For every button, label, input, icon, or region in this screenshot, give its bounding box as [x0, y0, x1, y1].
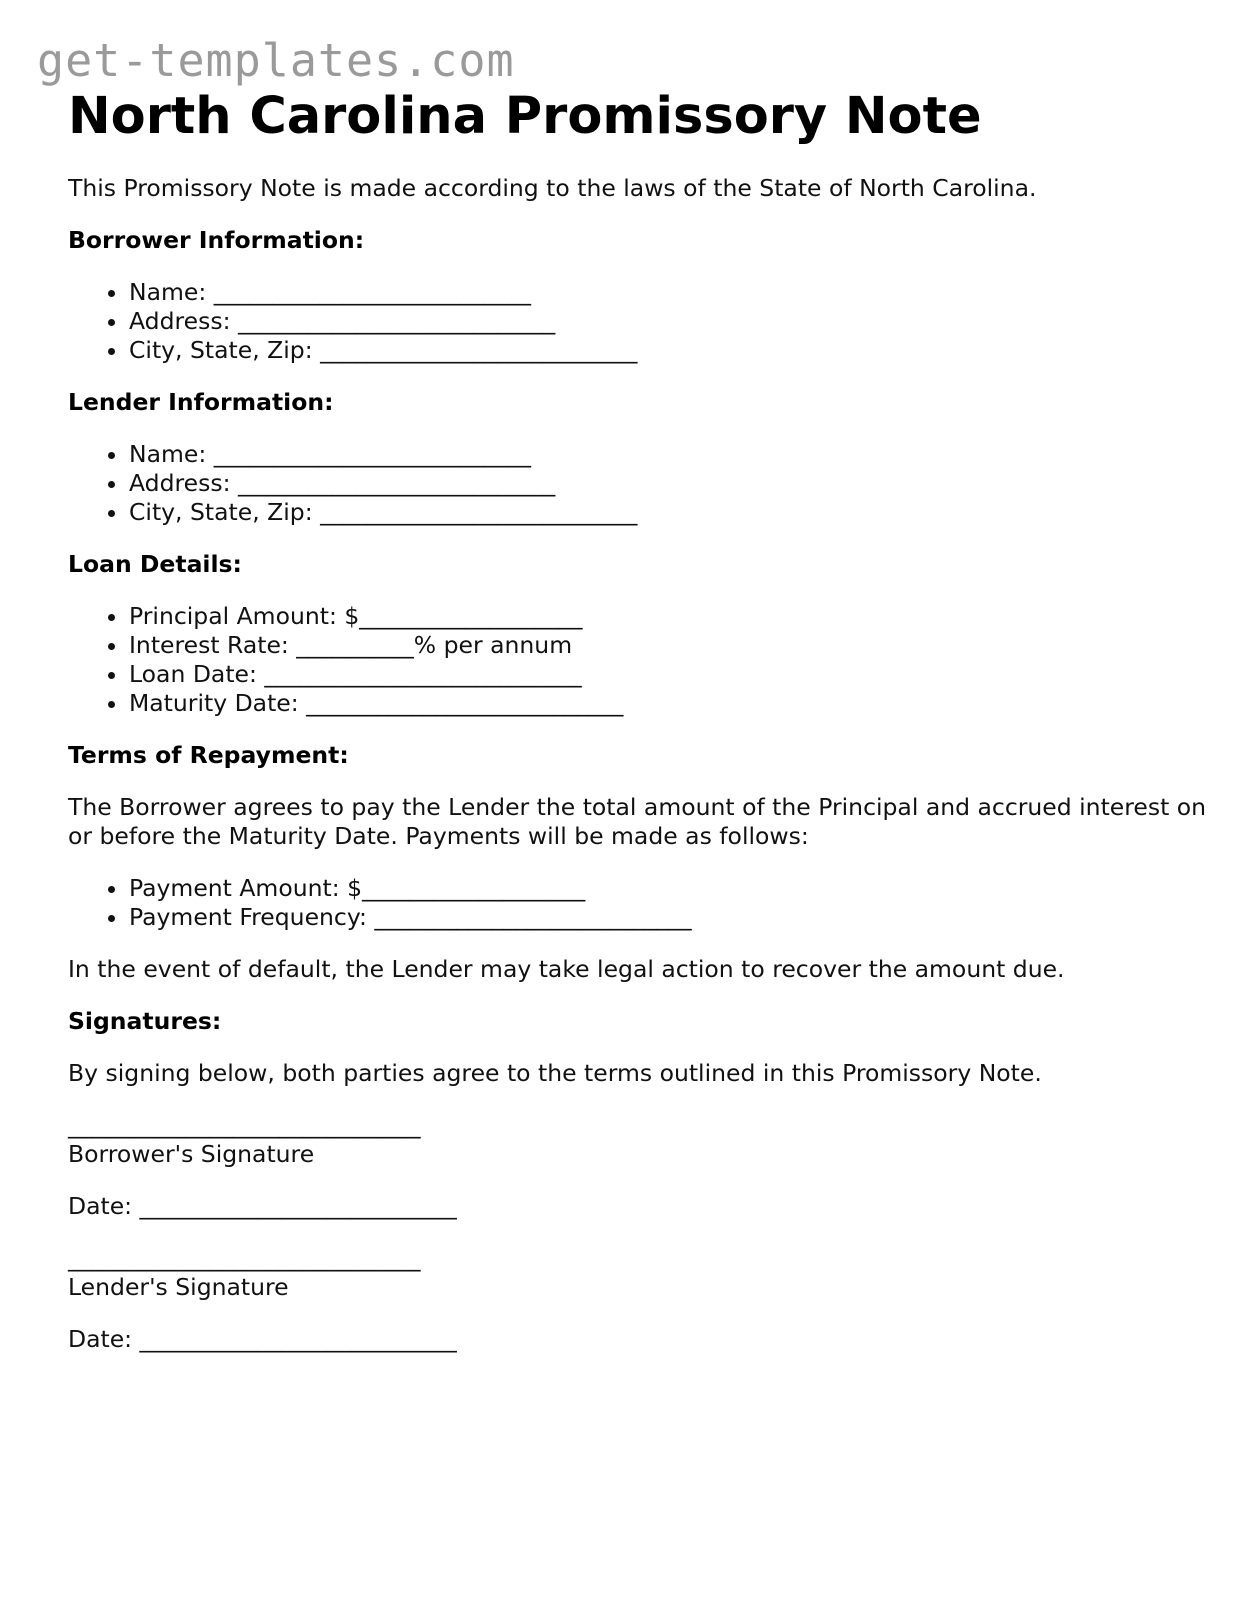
principal-amount-field[interactable]: • Principal Amount: $___________________ [129, 602, 1208, 631]
payment-frequency-field[interactable]: • Payment Frequency: ___________________________ [129, 903, 1208, 932]
lender-heading: Lender Information: [68, 388, 334, 417]
borrower-name-field[interactable]: • Name: ___________________________ [129, 278, 1208, 307]
repayment-heading: Terms of Repayment: [68, 741, 349, 770]
borrower-fields [68, 278, 1208, 365]
lender-city-state-zip-field[interactable]: • City, State, Zip: ___________________________ [129, 498, 1208, 527]
signatures-paragraph: By signing below, both parties agree to the terms outlined in this Promissory Note. [68, 1059, 1042, 1088]
repayment-fields [68, 874, 1208, 932]
lender-name-field[interactable]: • Name: ___________________________ [129, 440, 1208, 469]
borrower-address-field[interactable]: • Address: ___________________________ [129, 307, 1208, 336]
intro-paragraph: This Promissory Note is made according to the laws of the State of North Carolina. [68, 174, 1037, 203]
payment-amount-field[interactable]: • Payment Amount: $___________________ [129, 874, 1208, 903]
borrower-date-field[interactable]: Date: ___________________________ [68, 1192, 457, 1221]
watermark: get-templates.com [37, 34, 515, 87]
borrower-signature-line[interactable]: ______________________________ [68, 1111, 421, 1140]
lender-date-field[interactable]: Date: ___________________________ [68, 1325, 457, 1354]
borrower-signature-label: Borrower's Signature [68, 1140, 315, 1169]
lender-signature-line[interactable]: ______________________________ [68, 1244, 421, 1273]
repayment-paragraph: The Borrower agrees to pay the Lender the total amount of the Principal and accrued interest on or before the Maturity Date. Payments will be made as follows: [68, 793, 1207, 851]
lender-signature-label: Lender's Signature [68, 1273, 289, 1302]
default-paragraph: In the event of default, the Lender may take legal action to recover the amount due. [68, 955, 1065, 984]
loan-fields [68, 602, 1208, 718]
maturity-date-field[interactable]: • Maturity Date: ___________________________ [129, 689, 1208, 718]
lender-fields [68, 440, 1208, 527]
signatures-heading: Signatures: [68, 1007, 222, 1036]
borrower-city-state-zip-field[interactable]: • City, State, Zip: ___________________________ [129, 336, 1208, 365]
document-title: North Carolina Promissory Note [68, 87, 982, 146]
loan-date-field[interactable]: • Loan Date: ___________________________ [129, 660, 1208, 689]
loan-heading: Loan Details: [68, 550, 242, 579]
lender-address-field[interactable]: • Address: ___________________________ [129, 469, 1208, 498]
borrower-heading: Borrower Information: [68, 226, 365, 255]
interest-rate-field[interactable]: • Interest Rate: __________% per annum [129, 631, 1208, 660]
document-page [68, 88, 1208, 1354]
